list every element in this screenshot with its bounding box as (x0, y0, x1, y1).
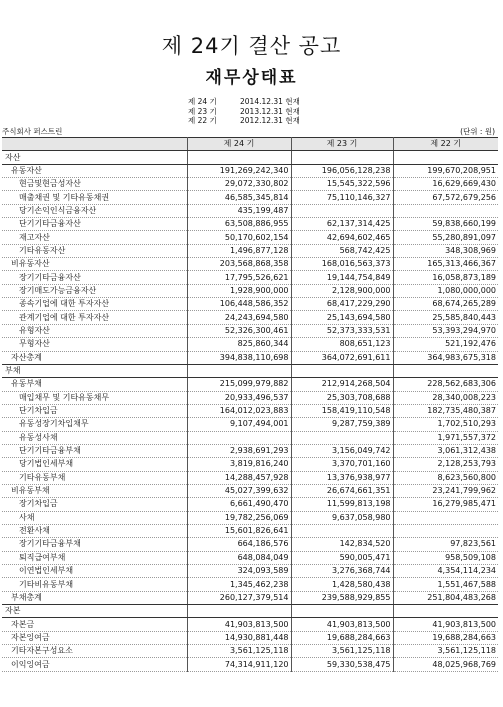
amount-cell (393, 364, 498, 377)
table-row (2, 658, 498, 671)
account-name: 이익잉여금 (2, 658, 187, 671)
account-name: 재고자산 (2, 231, 187, 244)
amount-cell (291, 431, 393, 444)
amount-cell: 590,005,471 (291, 551, 393, 564)
amount-cell: 9,107,494,001 (187, 418, 291, 431)
amount-cell: 19,782,256,069 (187, 511, 291, 524)
amount-cell: 825,860,344 (187, 338, 291, 351)
amount-cell: 958,509,108 (393, 551, 498, 564)
amount-cell: 3,561,125,118 (187, 645, 291, 658)
table-row (2, 444, 498, 457)
table-row (2, 271, 498, 284)
table-row (2, 258, 498, 271)
account-name: 단기기타금융자산 (2, 218, 187, 231)
account-name: 현금및현금성자산 (2, 178, 187, 191)
amount-cell (187, 151, 291, 164)
account-name: 기타자본구성요소 (2, 645, 187, 658)
account-name: 유동자산 (2, 164, 187, 177)
balance-sheet-table (2, 137, 498, 672)
amount-cell: 26,674,661,351 (291, 484, 393, 497)
table-row (2, 618, 498, 631)
amount-cell: 25,303,708,688 (291, 391, 393, 404)
amount-cell: 19,688,284,663 (291, 631, 393, 644)
table-row (2, 458, 498, 471)
table-row (2, 351, 498, 364)
table-row (2, 591, 498, 604)
amount-cell: 4,354,114,234 (393, 565, 498, 578)
table-row (2, 298, 498, 311)
table-row (2, 364, 498, 377)
table-row (2, 284, 498, 297)
amount-cell: 25,585,840,443 (393, 311, 498, 324)
account-name: 부채 (2, 364, 187, 377)
amount-cell: 16,629,669,430 (393, 178, 498, 191)
amount-cell: 568,742,425 (291, 244, 393, 257)
account-name: 기타유동부채 (2, 471, 187, 484)
account-name: 비유동부채 (2, 484, 187, 497)
amount-cell: 41,903,813,500 (393, 618, 498, 631)
amount-cell: 1,496,877,128 (187, 244, 291, 257)
table-row (2, 538, 498, 551)
amount-cell: 364,072,691,611 (291, 351, 393, 364)
amount-cell: 251,804,483,268 (393, 591, 498, 604)
amount-cell: 158,419,110,548 (291, 404, 393, 417)
period-label: 제 23 기 (188, 106, 217, 116)
account-name: 장기매도가능금융자산 (2, 284, 187, 297)
table-row (2, 338, 498, 351)
account-name: 유동성장기차입채무 (2, 418, 187, 431)
table-row (2, 524, 498, 537)
period-list (188, 97, 300, 126)
account-name: 당기법인세부채 (2, 458, 187, 471)
amount-cell: 62,137,314,425 (291, 218, 393, 231)
header-account (2, 138, 187, 151)
amount-cell: 28,340,008,223 (393, 391, 498, 404)
amount-cell: 52,373,333,531 (291, 324, 393, 337)
table-row (2, 378, 498, 391)
account-name: 부채총계 (2, 591, 187, 604)
table-row (2, 551, 498, 564)
amount-cell: 63,508,886,955 (187, 218, 291, 231)
period-date: 2012.12.31 현재 (240, 116, 300, 125)
account-name: 기타유동자산 (2, 244, 187, 257)
amount-cell: 3,061,312,438 (393, 444, 498, 457)
account-name: 매출채권 및 기타유동채권 (2, 191, 187, 204)
table-row (2, 191, 498, 204)
period-date: 2013.12.31 현재 (240, 106, 300, 116)
amount-cell (393, 605, 498, 618)
amount-cell: 9,637,058,980 (291, 511, 393, 524)
table-row (2, 311, 498, 324)
account-name: 장기기타금융자산 (2, 271, 187, 284)
amount-cell: 364,983,675,318 (393, 351, 498, 364)
amount-cell: 1,551,467,588 (393, 578, 498, 591)
amount-cell: 212,914,268,504 (291, 378, 393, 391)
account-name: 장기차입금 (2, 498, 187, 511)
account-name: 기타비유동부채 (2, 578, 187, 591)
amount-cell: 199,670,208,951 (393, 164, 498, 177)
amount-cell (393, 524, 498, 537)
table-row (2, 178, 498, 191)
amount-cell: 41,903,813,500 (187, 618, 291, 631)
amount-cell: 521,192,476 (393, 338, 498, 351)
amount-cell: 53,393,294,970 (393, 324, 498, 337)
amount-cell: 3,276,368,744 (291, 565, 393, 578)
account-name: 자산 (2, 151, 187, 164)
amount-cell: 196,056,128,238 (291, 164, 393, 177)
table-row (2, 151, 498, 164)
amount-cell: 142,834,520 (291, 538, 393, 551)
account-name: 사채 (2, 511, 187, 524)
account-name: 이연법인세부채 (2, 565, 187, 578)
table-row (2, 431, 498, 444)
amount-cell: 3,561,125,118 (291, 645, 393, 658)
account-name: 매입채무 및 기타유동채무 (2, 391, 187, 404)
account-name: 단기기타금융부채 (2, 444, 187, 457)
amount-cell: 25,143,694,580 (291, 311, 393, 324)
amount-cell: 2,128,253,793 (393, 458, 498, 471)
amount-cell (187, 431, 291, 444)
amount-cell (291, 605, 393, 618)
amount-cell: 59,330,538,475 (291, 658, 393, 671)
table-row (2, 231, 498, 244)
amount-cell (291, 524, 393, 537)
amount-cell: 168,016,563,373 (291, 258, 393, 271)
unit-label: (단위 : 원) (460, 127, 495, 136)
amount-cell: 20,933,496,537 (187, 391, 291, 404)
table-row (2, 244, 498, 257)
period-row (188, 107, 300, 117)
amount-cell: 1,080,000,000 (393, 284, 498, 297)
amount-cell: 203,568,868,358 (187, 258, 291, 271)
amount-cell: 15,601,826,641 (187, 524, 291, 537)
company-name: 주식회사 퍼스트린 (2, 127, 63, 136)
table-row (2, 218, 498, 231)
amount-cell: 68,417,229,290 (291, 298, 393, 311)
account-name: 유동부채 (2, 378, 187, 391)
amount-cell: 24,243,694,580 (187, 311, 291, 324)
amount-cell: 228,562,683,306 (393, 378, 498, 391)
account-name: 당기손익인식금융자산 (2, 204, 187, 217)
amount-cell: 1,971,557,372 (393, 431, 498, 444)
table-row (2, 324, 498, 337)
amount-cell: 3,370,701,160 (291, 458, 393, 471)
amount-cell: 435,199,487 (187, 204, 291, 217)
table-row (2, 164, 498, 177)
account-name: 퇴직급여부채 (2, 551, 187, 564)
amount-cell: 808,651,123 (291, 338, 393, 351)
table-row (2, 204, 498, 217)
amount-cell: 394,838,110,698 (187, 351, 291, 364)
period-row (188, 116, 300, 126)
amount-cell: 9,287,759,389 (291, 418, 393, 431)
account-name: 종속기업에 대한 투자자산 (2, 298, 187, 311)
amount-cell: 6,661,490,470 (187, 498, 291, 511)
amount-cell: 3,819,816,240 (187, 458, 291, 471)
amount-cell: 16,058,873,189 (393, 271, 498, 284)
amount-cell: 182,735,480,387 (393, 404, 498, 417)
account-name: 관계기업에 대한 투자자산 (2, 311, 187, 324)
amount-cell: 3,561,125,118 (393, 645, 498, 658)
period-date: 2014.12.31 현재 (240, 97, 300, 106)
amount-cell: 45,027,399,632 (187, 484, 291, 497)
amount-cell (393, 204, 498, 217)
amount-cell: 15,545,322,596 (291, 178, 393, 191)
table-row (2, 645, 498, 658)
amount-cell: 97,823,561 (393, 538, 498, 551)
amount-cell: 42,694,602,465 (291, 231, 393, 244)
amount-cell: 165,313,466,367 (393, 258, 498, 271)
period-row (188, 97, 300, 107)
amount-cell: 324,093,589 (187, 565, 291, 578)
table-row (2, 471, 498, 484)
table-row (2, 605, 498, 618)
statement-title: 재무상태표 (205, 68, 298, 88)
period-label: 제 22 기 (188, 116, 217, 125)
amount-cell: 2,938,691,293 (187, 444, 291, 457)
amount-cell: 191,269,242,340 (187, 164, 291, 177)
amount-cell: 68,674,265,289 (393, 298, 498, 311)
amount-cell: 74,314,911,120 (187, 658, 291, 671)
table-body (2, 151, 498, 671)
table-row (2, 565, 498, 578)
account-name: 단기차입금 (2, 404, 187, 417)
account-name: 유형자산 (2, 324, 187, 337)
period-label: 제 24 기 (188, 97, 217, 106)
amount-cell (291, 151, 393, 164)
amount-cell (187, 364, 291, 377)
page-title: 제 24기 결산 공고 (161, 34, 342, 58)
amount-cell: 3,156,049,742 (291, 444, 393, 457)
amount-cell (393, 511, 498, 524)
header-period-23: 제 23 기 (291, 138, 393, 151)
account-name: 전환사채 (2, 524, 187, 537)
account-name: 비유동자산 (2, 258, 187, 271)
account-name: 자본 (2, 605, 187, 618)
amount-cell: 59,838,660,199 (393, 218, 498, 231)
amount-cell: 14,930,881,448 (187, 631, 291, 644)
amount-cell: 41,903,813,500 (291, 618, 393, 631)
account-name: 자본금 (2, 618, 187, 631)
amount-cell: 52,326,300,461 (187, 324, 291, 337)
amount-cell: 648,084,049 (187, 551, 291, 564)
account-name: 장기기타금융부채 (2, 538, 187, 551)
amount-cell: 67,572,679,256 (393, 191, 498, 204)
table-row (2, 511, 498, 524)
amount-cell: 14,288,457,928 (187, 471, 291, 484)
account-name: 자본잉여금 (2, 631, 187, 644)
amount-cell: 348,308,969 (393, 244, 498, 257)
amount-cell: 164,012,023,883 (187, 404, 291, 417)
amount-cell: 29,072,330,802 (187, 178, 291, 191)
table-row (2, 498, 498, 511)
amount-cell: 23,241,799,962 (393, 484, 498, 497)
account-name: 유동성사채 (2, 431, 187, 444)
amount-cell: 75,110,146,327 (291, 191, 393, 204)
table-row (2, 631, 498, 644)
table-row (2, 404, 498, 417)
account-name: 자산총계 (2, 351, 187, 364)
table-row (2, 578, 498, 591)
amount-cell (291, 364, 393, 377)
amount-cell: 215,099,979,882 (187, 378, 291, 391)
table-row (2, 391, 498, 404)
amount-cell: 17,795,526,621 (187, 271, 291, 284)
amount-cell: 106,448,586,352 (187, 298, 291, 311)
amount-cell: 16,279,985,471 (393, 498, 498, 511)
amount-cell (393, 151, 498, 164)
amount-cell: 11,599,813,198 (291, 498, 393, 511)
amount-cell: 8,623,560,800 (393, 471, 498, 484)
amount-cell: 260,127,379,514 (187, 591, 291, 604)
account-name: 무형자산 (2, 338, 187, 351)
amount-cell: 19,144,754,849 (291, 271, 393, 284)
amount-cell: 1,928,900,000 (187, 284, 291, 297)
amount-cell: 55,280,891,097 (393, 231, 498, 244)
table-header-row (2, 138, 498, 151)
amount-cell: 239,588,929,855 (291, 591, 393, 604)
amount-cell (187, 605, 291, 618)
amount-cell: 13,376,938,977 (291, 471, 393, 484)
amount-cell: 1,345,462,238 (187, 578, 291, 591)
amount-cell: 1,702,510,293 (393, 418, 498, 431)
header-period-22: 제 22 기 (393, 138, 498, 151)
amount-cell: 2,128,900,000 (291, 284, 393, 297)
amount-cell (291, 204, 393, 217)
header-period-24: 제 24 기 (187, 138, 291, 151)
amount-cell: 664,186,576 (187, 538, 291, 551)
amount-cell: 46,585,345,814 (187, 191, 291, 204)
table-row (2, 418, 498, 431)
amount-cell: 1,428,580,438 (291, 578, 393, 591)
table-row (2, 484, 498, 497)
amount-cell: 48,025,968,769 (393, 658, 498, 671)
amount-cell: 19,688,284,663 (393, 631, 498, 644)
amount-cell: 50,170,602,154 (187, 231, 291, 244)
